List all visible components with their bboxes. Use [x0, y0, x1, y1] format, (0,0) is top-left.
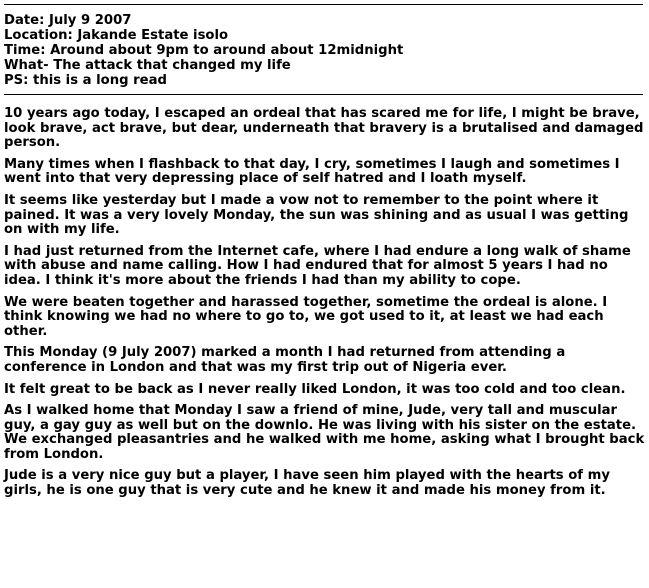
- time-line: Time: Around about 9pm to around about 12midnight: [4, 43, 404, 58]
- paragraph: Many times when I flashback to that day, I cry, sometimes I laugh and sometimes I went into that very depressing place of self hatred and I loath myself.: [4, 156, 620, 187]
- paragraph: This Monday (9 July 2007) marked a month I had returned from attending a conference in London and that was my first trip out of Nigeria ever.: [4, 345, 566, 375]
- paragraph: As I walked home that Monday I saw a friend of mine, Jude, very tall and muscular guy, a gay guy as well but on the downlo. He was living with his sister on the estate. We exchanged pleasantries and he walked with me home, asking what I brought back from London.: [4, 403, 645, 462]
- date-line: Date: July 9 2007: [4, 13, 132, 28]
- paragraph: 10 years ago today, I escaped an ordeal that has scared me for life, I might be brave, look brave, act brave, but dear, underneath that bravery is a brutalised and damaged person.: [4, 106, 644, 151]
- paragraph: Jude is a very nice guy but a player, I have seen him played with the hearts of my girls, he is one guy that is very cute and he knew it and made his money from it.: [4, 468, 610, 499]
- post-page: [0, 4, 649, 499]
- ps-line: PS: this is a long read: [4, 73, 167, 88]
- post-body: [4, 95, 645, 499]
- paragraph: We were beaten together and harassed together, sometime the ordeal is alone. I think knowing we had no where to go to, we got used to it, at least we had each other.: [4, 294, 608, 339]
- what-line: What- The attack that changed my life: [4, 58, 291, 73]
- paragraph: It felt great to be back as I never really liked London, it was too cold and too clean.: [4, 381, 626, 397]
- paragraph: I had just returned from the Internet cafe, where I had endure a long walk of shame with abuse and name calling. How I had endured that for almost 5 years I had no idea. I think it's more about the friends I had than my ability to cope.: [4, 243, 631, 288]
- location-line: Location: Jakande Estate isolo: [4, 28, 229, 43]
- paragraph: It seems like yesterday but I made a vow not to remember to the point where it pained. It was a very lovely Monday, the sun was shining and as usual I was getting on with my life.: [4, 192, 629, 238]
- post-header: [4, 5, 645, 94]
